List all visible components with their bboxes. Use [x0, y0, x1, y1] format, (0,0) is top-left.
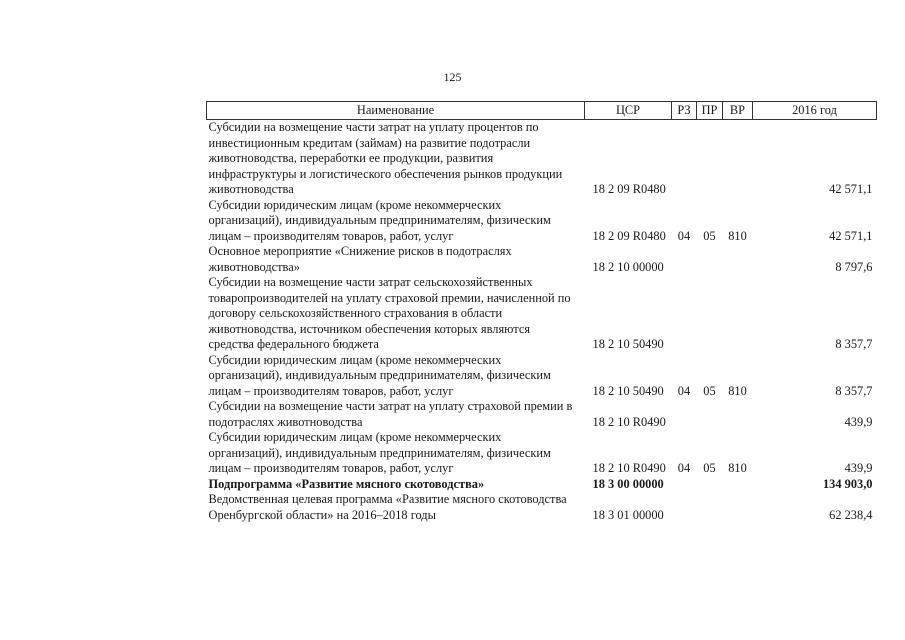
row-vr	[723, 244, 753, 275]
table-row	[207, 430, 877, 477]
row-amount: 439,9	[844, 414, 873, 429]
row-vr: 810	[728, 461, 747, 475]
row-pr	[697, 275, 723, 353]
row-rz	[672, 399, 697, 430]
header-csr: ЦСР	[585, 102, 672, 120]
header-vr: ВР	[723, 102, 753, 120]
table-row	[207, 244, 877, 275]
row-name: Субсидии юридическим лицам (кроме некоммерческих организаций), индивидуальным предпринимателям, физическим лицам – производителям товаров, работ, услуг	[208, 352, 551, 398]
row-amount: 42 571,1	[829, 228, 873, 243]
row-name: Ведомственная целевая программа «Развитие мясного скотоводства Оренбургской области» на 2016–2018 годы	[208, 492, 567, 522]
table-row	[207, 275, 877, 353]
row-rz	[672, 120, 697, 198]
row-rz	[672, 244, 697, 275]
row-pr	[697, 477, 723, 493]
row-pr	[697, 399, 723, 430]
row-vr	[723, 477, 753, 493]
table-header	[207, 102, 877, 120]
row-pr	[697, 492, 723, 523]
row-csr: 18 3 00 00000	[592, 476, 664, 491]
row-amount: 134 903,0	[822, 476, 873, 491]
row-csr: 18 2 10 R0490	[592, 461, 666, 475]
row-vr	[723, 399, 753, 430]
row-pr	[697, 120, 723, 198]
table-row	[207, 492, 877, 523]
row-name: Подпрограмма «Развитие мясного скотоводства»	[208, 476, 485, 491]
row-csr: 18 2 10 R0490	[592, 414, 666, 429]
row-name: Субсидии на возмещение части затрат сельскохозяйственных товаропроизводителей на уплату страховой премии, начисленной по договору сельскохозяйственного страхования в области животноводства, источником обеспечения которых являются средства федерального бюджета	[208, 275, 571, 351]
page-number: 125	[443, 70, 462, 84]
row-vr: 810	[728, 383, 747, 398]
row-amount: 8 357,7	[835, 383, 873, 398]
row-rz: 04	[677, 228, 691, 243]
row-name: Субсидии на возмещение части затрат на уплату страховой премии в подотраслях животноводства	[208, 399, 573, 429]
row-name: Субсидии юридическим лицам (кроме некоммерческих организаций), индивидуальным предпринимателям, физическим лицам – производителям товаров, работ, услуг	[208, 197, 551, 243]
row-pr: 05	[703, 383, 716, 398]
row-rz	[672, 477, 697, 493]
row-csr: 18 2 09 R0480	[592, 182, 666, 196]
row-vr	[723, 492, 753, 523]
row-vr: 810	[728, 228, 747, 243]
row-vr	[723, 120, 753, 198]
row-name: Основное мероприятие «Снижение рисков в подотраслях животноводства»	[208, 244, 512, 274]
row-csr: 18 2 10 50490	[592, 337, 664, 351]
row-csr: 18 3 01 00000	[592, 507, 664, 522]
table-row	[207, 198, 877, 245]
row-amount: 62 238,4	[829, 507, 873, 522]
row-amount: 8 357,7	[835, 337, 873, 351]
table-row	[207, 353, 877, 400]
row-name: Субсидии юридическим лицам (кроме некоммерческих организаций), индивидуальным предпринимателям, физическим лицам – производителям товаров, работ, услуг	[208, 430, 551, 475]
header-rz: РЗ	[672, 102, 697, 120]
header-pr: ПР	[697, 102, 723, 120]
row-csr: 18 2 10 00000	[592, 259, 664, 274]
row-rz: 04	[677, 461, 691, 475]
row-amount: 439,9	[844, 461, 873, 475]
table-row	[207, 120, 877, 198]
row-vr	[723, 275, 753, 353]
row-amount: 8 797,6	[835, 259, 873, 274]
row-pr: 05	[703, 228, 716, 243]
row-pr	[697, 244, 723, 275]
row-rz: 04	[677, 383, 691, 398]
table-body	[207, 120, 877, 524]
table-row-subprogram	[207, 477, 877, 493]
table-row	[207, 399, 877, 430]
header-amount: 2016 год	[753, 102, 877, 120]
row-pr: 05	[703, 461, 716, 475]
row-name: Субсидии на возмещение части затрат на уплату процентов по инвестиционным кредитам (займам) на развитие подотрасли животноводства, переработки ее продукции, развития инфраструктуры и логистического обеспечения рынков продукции животноводства	[208, 120, 563, 196]
budget-table	[206, 101, 877, 523]
row-amount: 42 571,1	[829, 182, 873, 196]
row-csr: 18 2 09 R0480	[592, 228, 666, 243]
header-name: Наименование	[207, 102, 585, 120]
row-csr: 18 2 10 50490	[592, 383, 664, 398]
row-rz	[672, 275, 697, 353]
row-rz	[672, 492, 697, 523]
